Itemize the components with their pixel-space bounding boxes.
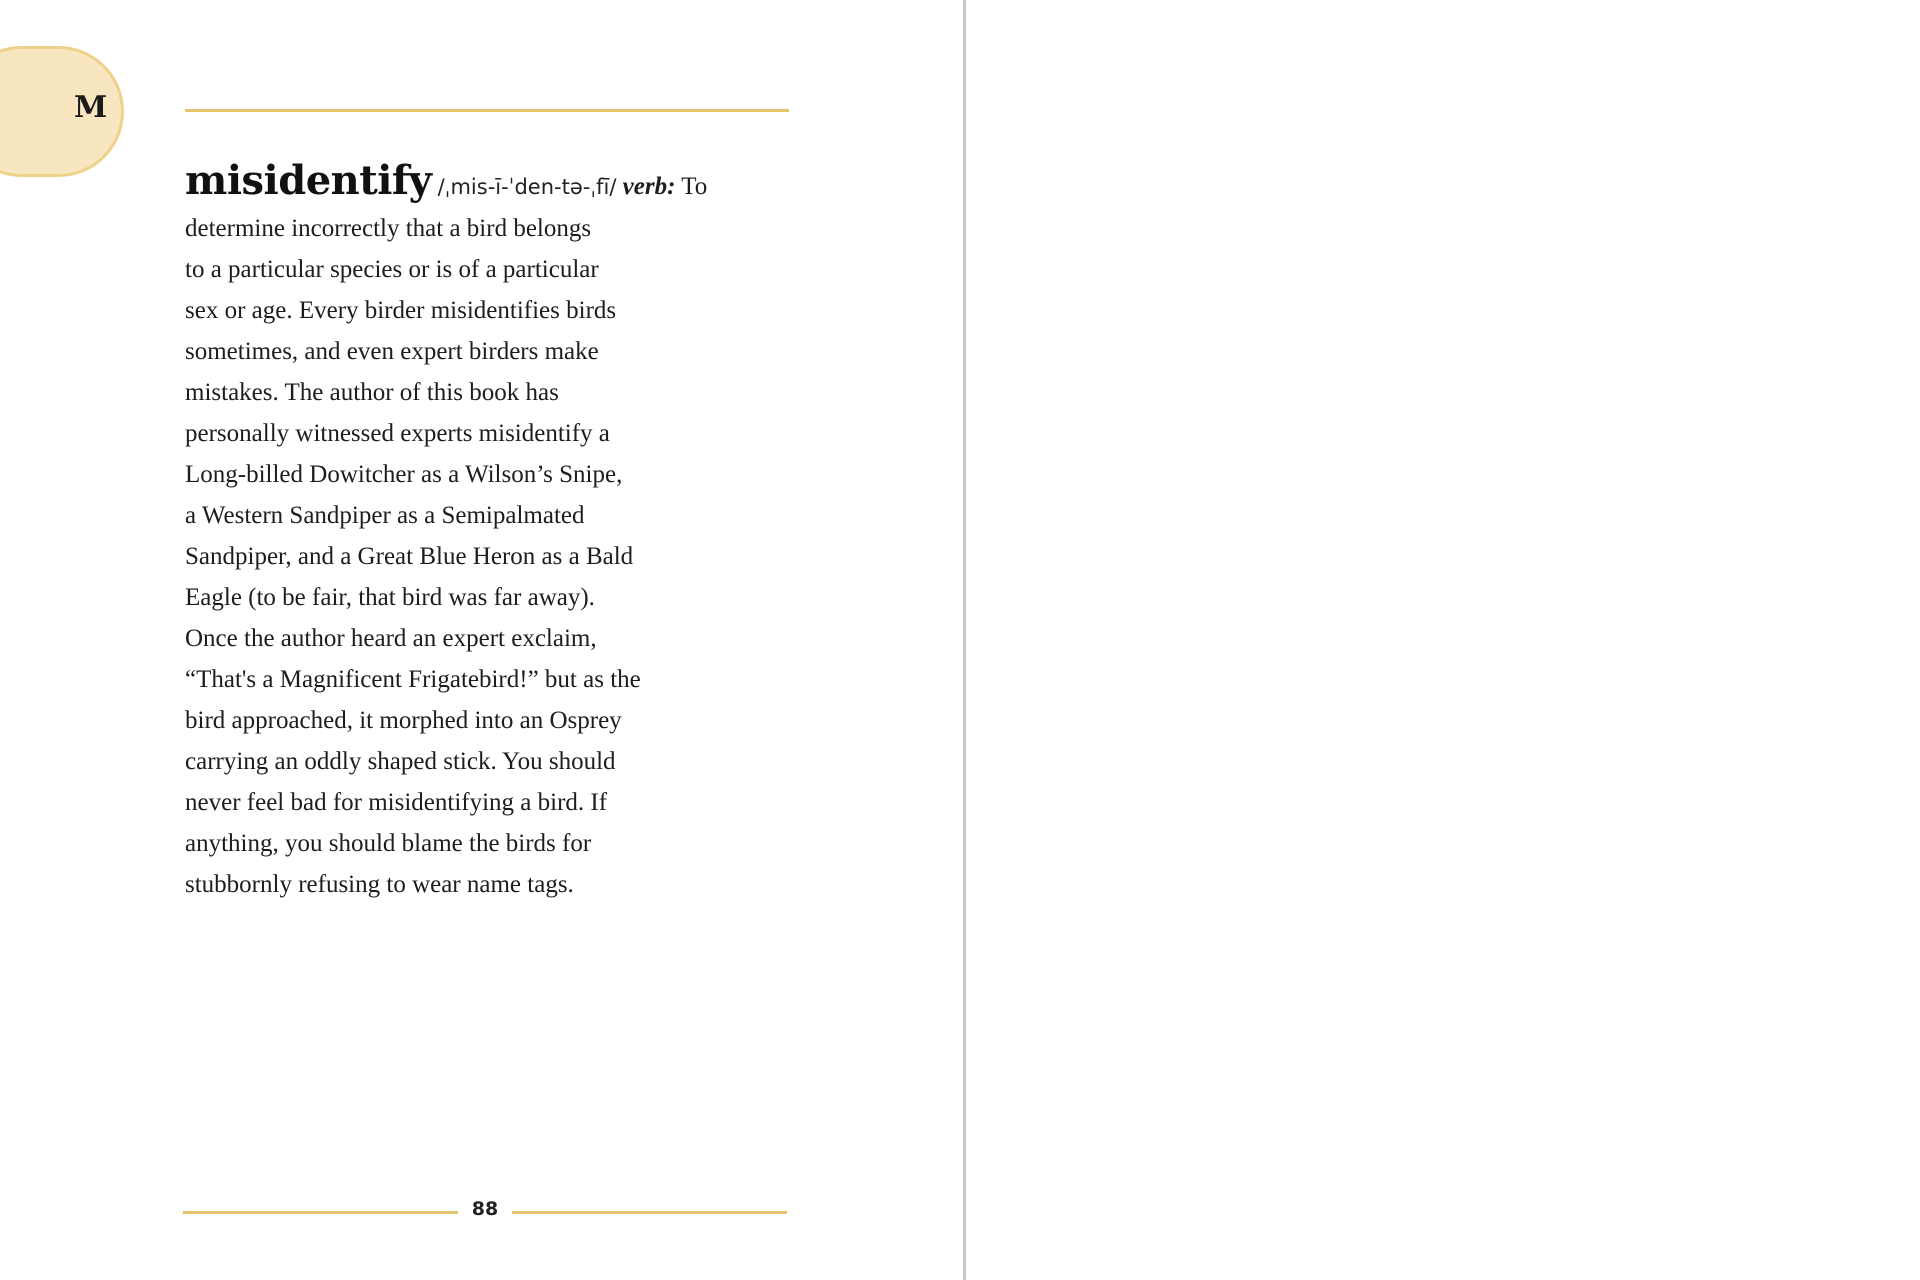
footer-rule-left (183, 1211, 458, 1214)
right-page (966, 0, 1920, 1280)
dictionary-entry (185, 157, 785, 905)
page-number: 88 (471, 1198, 499, 1220)
entry-line: stubbornly refusing to wear name tags. (185, 871, 574, 898)
entry-line: anything, you should blame the birds for (185, 830, 592, 857)
entry-line: personally witnessed experts misidentify a (185, 420, 610, 447)
entry-line: sometimes, and even expert birders make (185, 338, 599, 365)
entry-line: never feel bad for misidentifying a bird. If (185, 789, 608, 816)
entry-headword: misidentify (185, 157, 432, 204)
entry-line: To (681, 173, 708, 200)
entry-line: “That's a Magnificent Frigatebird!” but as the (185, 666, 641, 693)
entry-line: sex or age. Every birder misidentifies birds (185, 297, 617, 324)
entry-line: determine incorrectly that a bird belongs (185, 215, 592, 242)
entry-line: a Western Sandpiper as a Semipalmated (185, 502, 585, 529)
entry-line: Eagle (to be fair, that bird was far away). (185, 584, 595, 611)
entry-line: Once the author heard an expert exclaim, (185, 625, 597, 652)
entry-line: Long-billed Dowitcher as a Wilson’s Snipe, (185, 461, 623, 488)
entry-line: bird approached, it morphed into an Osprey (185, 707, 622, 734)
entry-line: carrying an oddly shaped stick. You should (185, 748, 616, 775)
footer-rule-right (512, 1211, 787, 1214)
entry-pronunciation: /ˌmis-ī-ˈden-tə-ˌfī/ (437, 175, 617, 199)
header-rule (185, 109, 789, 112)
entry-part-of-speech: verb: (622, 173, 676, 200)
entry-line: mistakes. The author of this book has (185, 379, 559, 406)
entry-line: to a particular species or is of a particular (185, 256, 599, 283)
section-letter: M (74, 90, 108, 125)
entry-line: Sandpiper, and a Great Blue Heron as a Bald (185, 543, 634, 570)
